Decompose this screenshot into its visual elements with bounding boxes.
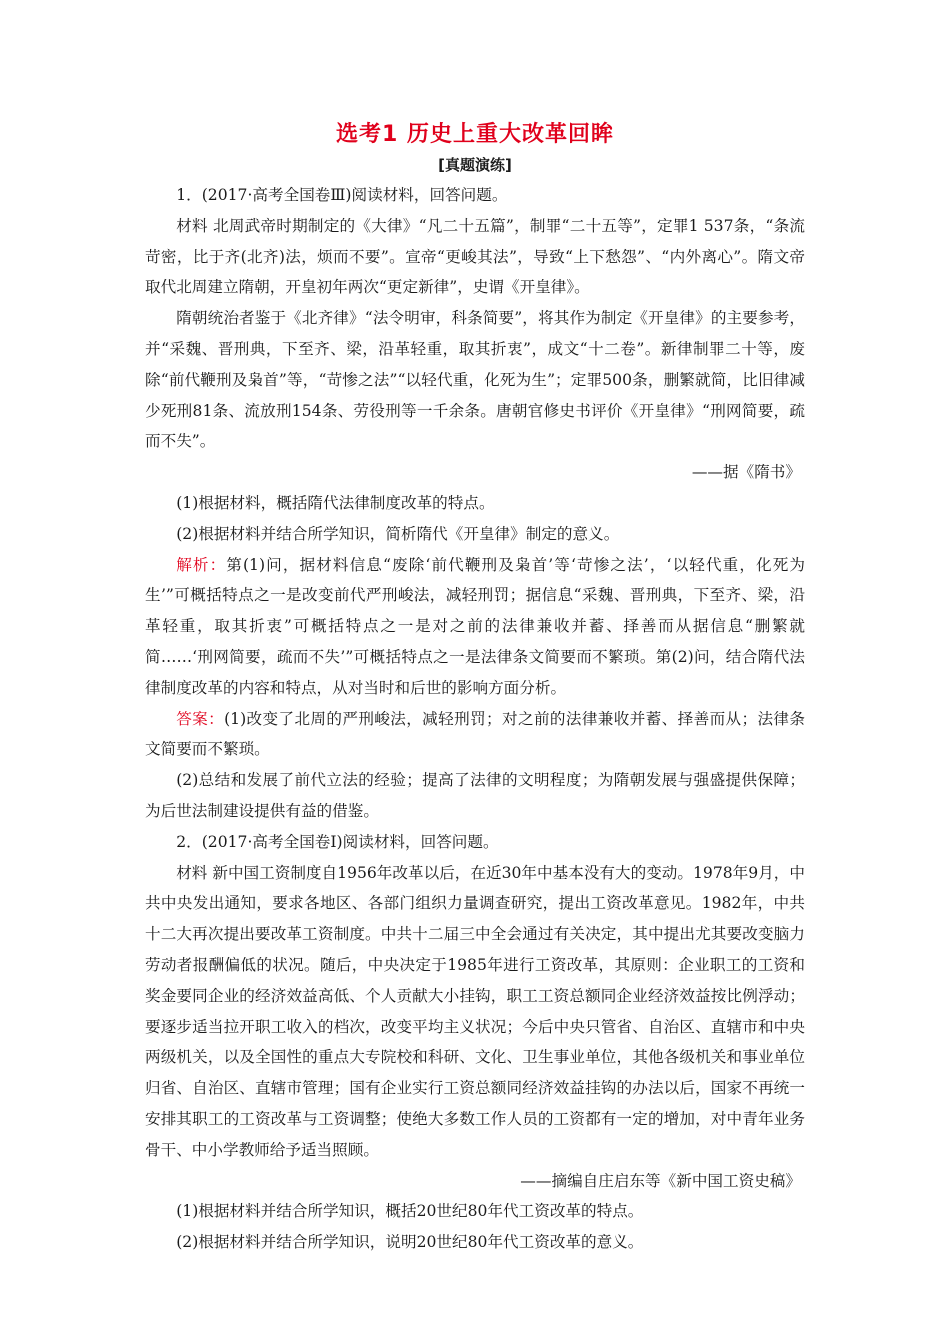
question-2-material-para-1: 材料 新中国工资制度自1956年改革以后，在近30年中基本没有大的变动。1978年9月，中共中央发出通知，要求各地区、各部门组织力量调查研究，提出工资改革意见。1982年，中共十二大再次提出要改革工资制度。中共十二届三中全会通过有关决定，其中提出尤其要改变脑力劳动者报酬偏低的状况。随后，中央决定于1985年进行工资改革，其原则：企业职工的工资和奖金要同企业的经济效益高低、个人贡献大小挂钩，职工工资总额同企业经济效益按比例浮动；要逐步适当拉开职工收入的档次，改变平均主义状况；今后中央只管省、自治区、直辖市和中央两级机关，以及全国性的重点大专院校和科研、文化、卫生事业单位，其他各级机关和事业单位归省、自治区、直辖市管理；国有企业实行工资总额同经济效益挂钩的办法以后，国家不再统一安排其职工的工资改革与工资调整；使绝大多数工作人员的工资都有一定的增加，对中青年业务骨干、中小学教师给予适当照顾。 <box>145 863 805 1159</box>
question-2-heading: 2．(2017·高考全国卷Ⅰ)阅读材料，回答问题。 <box>176 832 499 851</box>
question-1-material-para-2: 隋朝统治者鉴于《北齐律》“法令明审，科条简要”，将其作为制定《开皇律》的主要参考，并“采魏、晋刑典，下至齐、梁，沿革轻重，取其折衷”，成文“十二卷”。新律制罪二十等，废除“前代鞭刑及枭首”等，“苛惨之法”“以轻代重，化死为生”；定罪500条，删繁就简，比旧律减少死刑81条、流放刑154条、劳役刑等一千余条。唐朝官修史书评价《开皇律》“刑网简要，疏而不失”。 <box>145 309 805 451</box>
answer-label: 答案： <box>176 709 225 728</box>
question-2-source: ——摘编自庄启东等《新中国工资史稿》 <box>520 1171 801 1190</box>
question-1-analysis <box>145 550 805 704</box>
question-1-sub-2: (2)根据材料并结合所学知识，简析隋代《开皇律》制定的意义。 <box>176 524 620 543</box>
document-page <box>145 118 805 1258</box>
section-heading: [真题演练] <box>438 156 512 174</box>
analysis-label: 解析： <box>176 555 227 574</box>
question-1-source: ——据《隋书》 <box>691 463 801 482</box>
analysis-text: 第(1)问，据材料信息“废除‘前代鞭刑及枭首’等‘苛惨之法’，‘以轻代重，化死为生’”可概括特点之一是改变前代严刑峻法，减轻刑罚；据信息“采魏、晋刑典，下至齐、梁，沿革轻重，取其折衷”可概括特点之一是对之前的法律兼收并蓄、择善而从据信息“删繁就简……‘刑网简要，疏而不失’”可概括特点之一是法律条文简要而不繁琐。第(2)问，结合隋代法律制度改革的内容和特点，从对当时和后世的影响方面分析。 <box>145 555 805 697</box>
page-title: 选考1 历史上重大改革回眸 <box>336 122 614 147</box>
question-1-heading: 1．(2017·高考全国卷Ⅲ)阅读材料，回答问题。 <box>176 186 508 204</box>
answer-text-1: (1)改变了北周的严刑峻法，减轻刑罚；对之前的法律兼收并蓄、择善而从；法律条文简要而不繁琐。 <box>145 709 805 759</box>
question-2-sub-2: (2)根据材料并结合所学知识，说明20世纪80年代工资改革的意义。 <box>176 1233 644 1252</box>
question-1-material-para-1: 材料 北周武帝时期制定的《大律》“凡二十五篇”，制罪“二十五等”，定罪1 537条，“条流苛密，比于齐(北齐)法，烦而不要”。宣帝“更峻其法”，导致“上下愁怨”、“内外离心”。隋文帝取代北周建立隋朝，开皇初年两次“更定新律”，史谓《开皇律》。 <box>145 216 805 297</box>
question-2-sub-1: (1)根据材料并结合所学知识，概括20世纪80年代工资改革的特点。 <box>176 1202 644 1221</box>
question-1-answer-2: (2)总结和发展了前代立法的经验；提高了法律的文明程度；为隋朝发展与强盛提供保障；为后世法制建设提供有益的借鉴。 <box>145 771 805 820</box>
question-1-answer-1 <box>145 704 805 766</box>
question-1-sub-1: (1)根据材料，概括隋代法律制度改革的特点。 <box>176 493 495 512</box>
